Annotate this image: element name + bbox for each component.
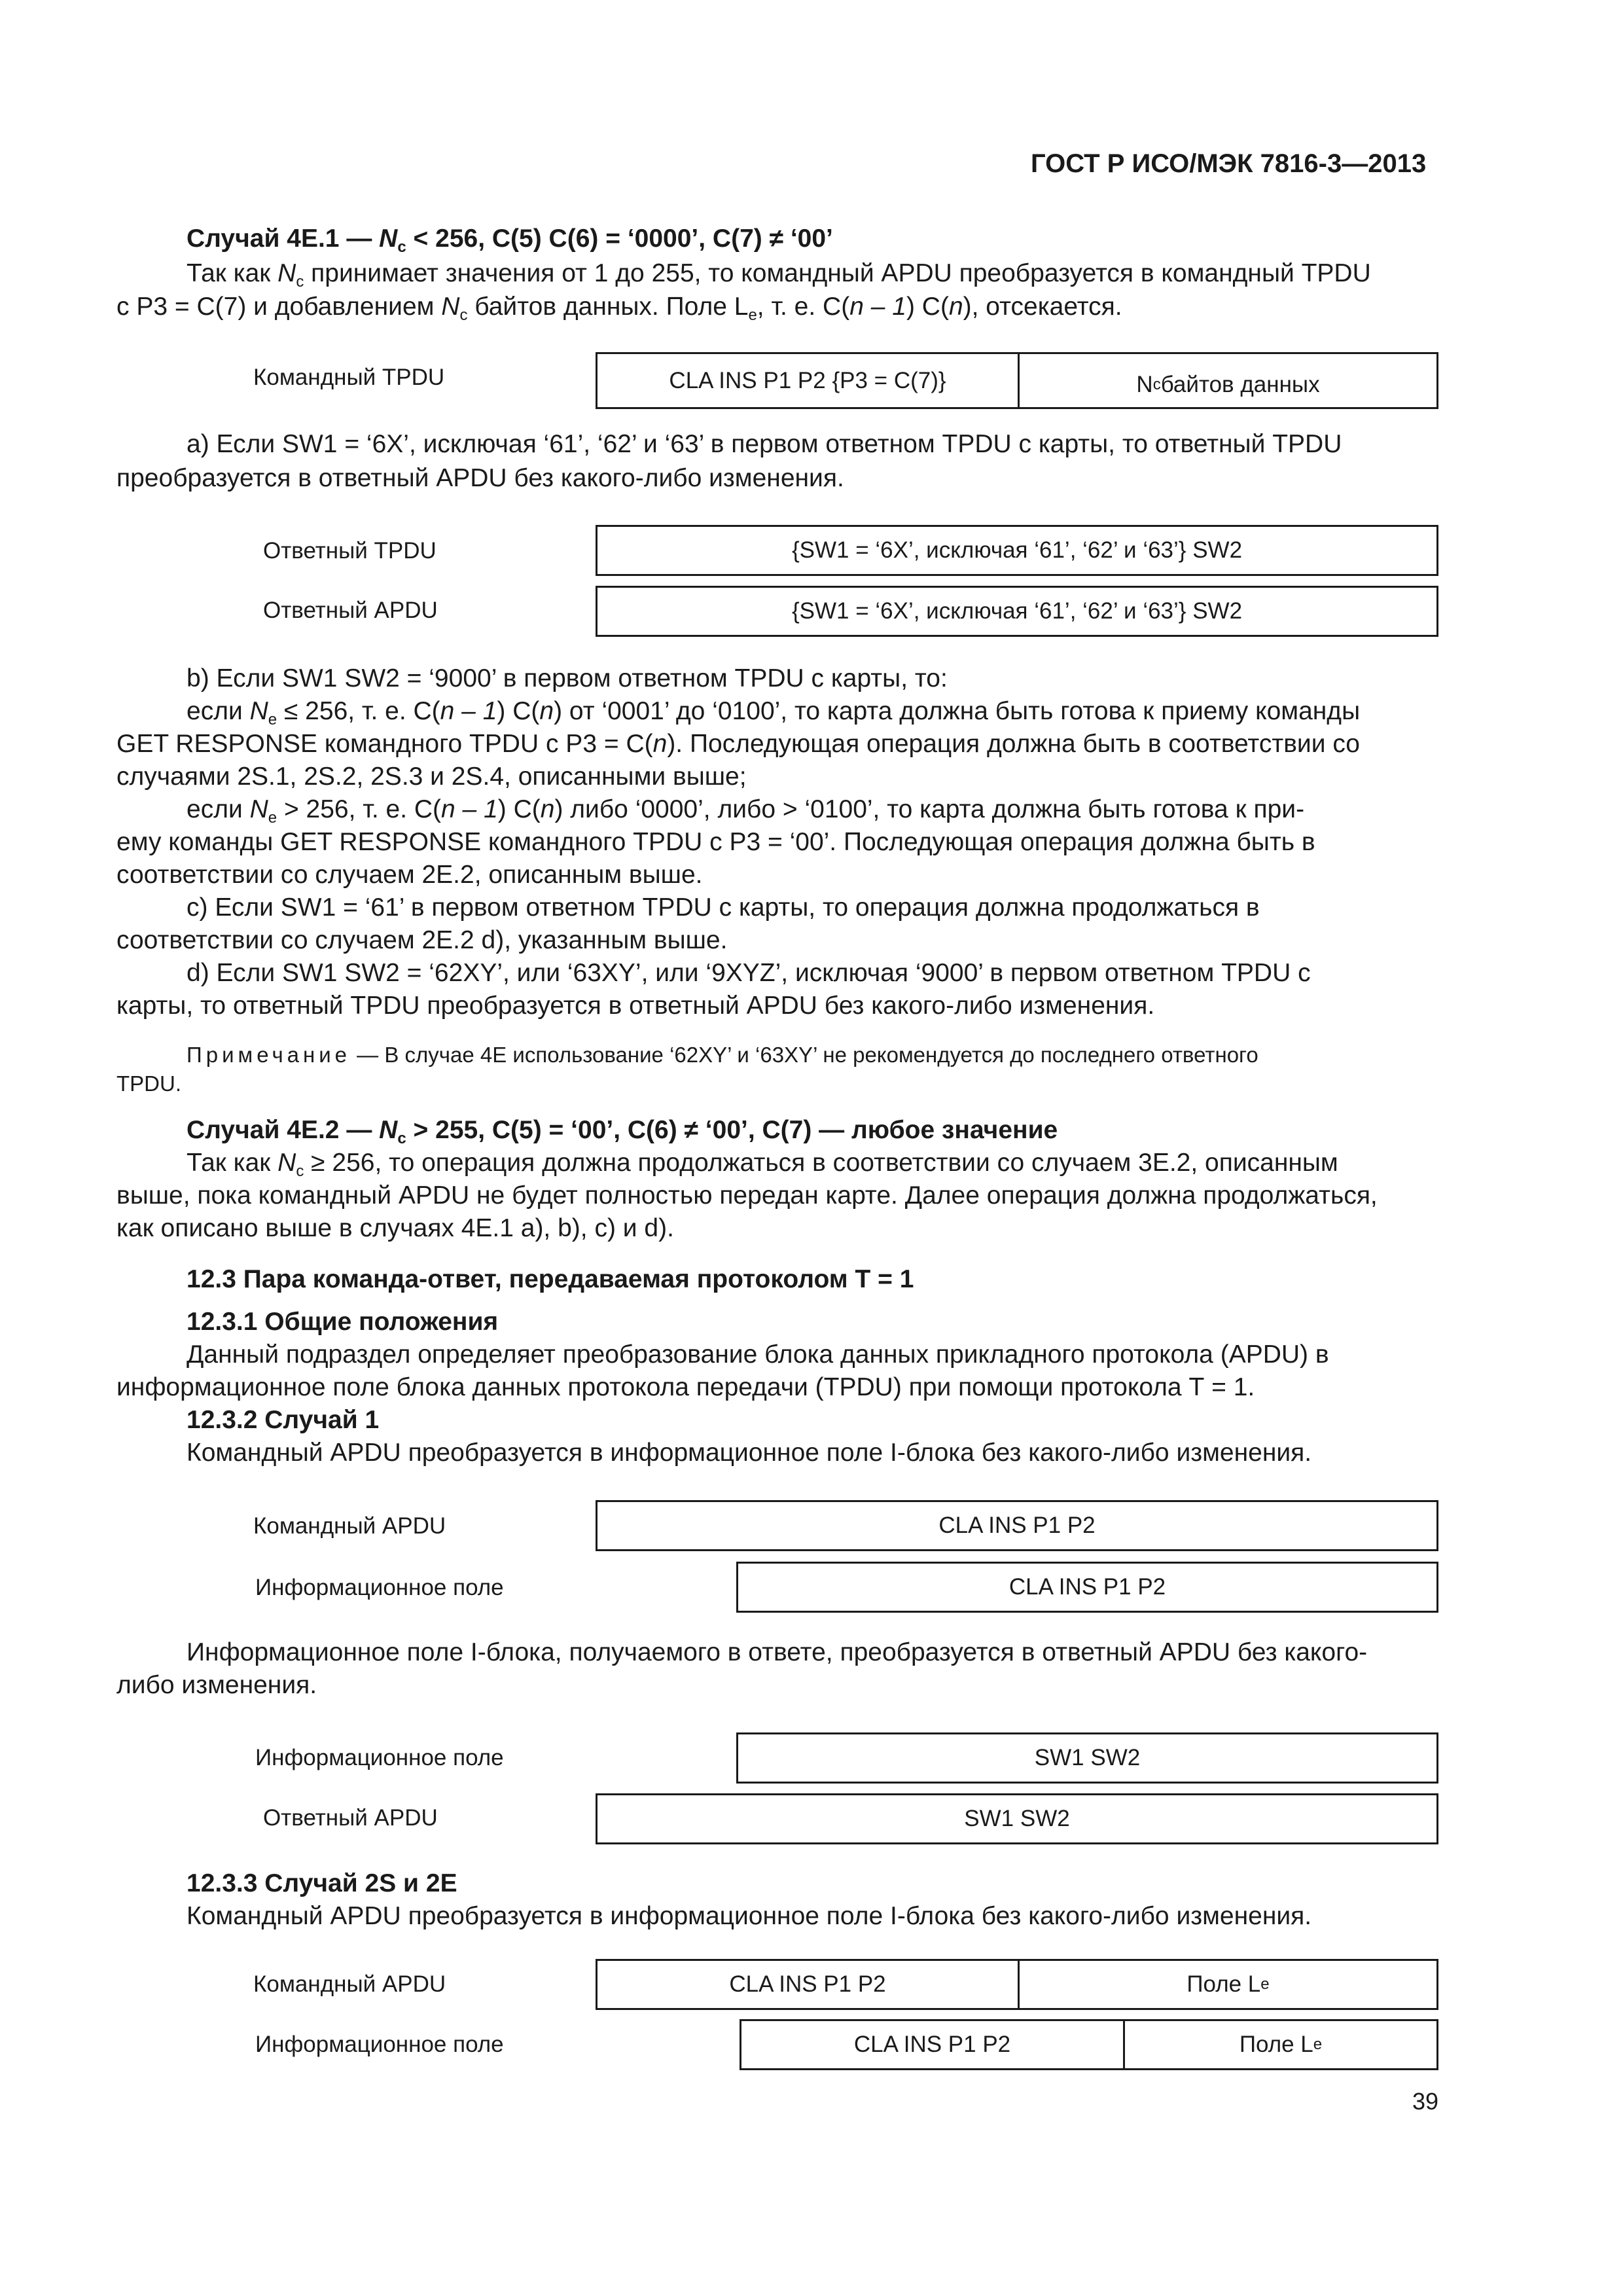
section-12-3-3-line1: Командный APDU преобразуется в информационное поле I-блока без какого-либо изменения.	[187, 1902, 1312, 1930]
section-12-3-heading: 12.3 Пара команда-ответ, передаваемая протоколом Т = 1	[187, 1265, 914, 1293]
info-field-sw-box: SW1 SW2	[736, 1732, 1438, 1784]
section-12-3-1-line2: информационное поле блока данных протокола передачи (TPDU) при помощи протокола Т = 1.	[116, 1373, 1255, 1401]
page-number: 39	[1412, 2088, 1439, 2115]
diagram4-label2: Ответный APDU	[263, 1805, 438, 1831]
section-12-3-1-heading: 12.3.1 Общие положения	[187, 1308, 499, 1336]
command-tpdu-box	[596, 352, 1438, 409]
item-b-line3: GET RESPONSE командного TPDU с Р3 = С(n). Последующая операция должна быть в соответствии со	[116, 730, 1360, 758]
section-12-3-1-line1: Данный подраздел определяет преобразование блока данных прикладного протокола (APDU) в	[187, 1340, 1329, 1369]
case-4e1-paragraph-line2: с Р3 = С(7) и добавлением $N_c$ байтов данных. Поле $L_e$, т. е. С(n – 1) С(n), отсекается.	[116, 293, 1122, 324]
command-apdu-header-cell: CLA INS P1 P2	[729, 1971, 886, 1997]
command-tpdu-data-cell: N c байтов данных	[1018, 354, 1436, 407]
command-apdu-le-cell: Поле L e	[1018, 1961, 1436, 2008]
response-apdu-sw-box: SW1 SW2	[596, 1793, 1438, 1844]
item-b-line2: если $N_e \le 256$, т. е. С(n – 1) С(n) от ‘0001’ до ‘0100’, то карта должна быть готова к приему команды	[187, 697, 1361, 728]
response-para-line1: Информационное поле I-блока, получаемого в ответе, преобразуется в ответный APDU без какого-	[187, 1638, 1368, 1666]
case-4e2-line3: как описано выше в случаях 4Е.1 а), b), с) и d).	[116, 1214, 674, 1242]
case-4e1-heading: Случай 4Е.1 — $N_c < 256$, С(5) С(6) = ‘0000’, С(7) ≠ ‘00’	[187, 224, 833, 256]
item-a-line1: а) Если SW1 = ‘6X’, исключая ‘61’, ‘62’ и ‘63’ в первом ответном TPDU с карты, то ответный TPDU	[187, 430, 1342, 458]
item-d-line1: d) Если SW1 SW2 = ‘62XY’, или ‘63XY’, или ‘9XYZ’, исключая ‘9000’ в первом ответном TPDU с	[187, 959, 1311, 987]
case-4e2-heading: Случай 4Е.2 — $N_c > 255$, С(5) = ‘00’, С(6) ≠ ‘00’, С(7) — любое значение	[187, 1116, 1058, 1147]
diagram3-label2: Информационное поле	[255, 1575, 504, 1600]
diagram5-label2: Информационное поле	[255, 2032, 504, 2057]
item-b-line5: если $N_e > 256$, т. е. С(n – 1) С(n) либо ‘0000’, либо > ‘0100’, то карта должна быть готова к при-	[187, 795, 1305, 827]
diagram1-label: Командный TPDU	[253, 365, 445, 390]
info-field-le-box	[740, 2019, 1438, 2070]
command-tpdu-header-cell: CLA INS P1 P2 {P3 = C(7)}	[669, 367, 946, 393]
diagram2-label2: Ответный APDU	[263, 598, 438, 623]
diagram3-label1: Командный APDU	[253, 1513, 446, 1539]
info-field-box: CLA INS P1 P2	[736, 1562, 1438, 1613]
note-line1: Примечание — В случае 4Е использование ‘62XY’ и ‘63XY’ не рекомендуется до последнего ответного	[187, 1043, 1258, 1067]
item-c-line2: соответствии со случаем 2Е.2 d), указанным выше.	[116, 926, 728, 954]
info-field-header-cell: CLA INS P1 P2	[853, 2032, 1011, 2057]
response-para-line2: либо изменения.	[116, 1671, 317, 1699]
item-d-line2: карты, то ответный TPDU преобразуется в ответный APDU без какого-либо изменения.	[116, 992, 1155, 1020]
info-field-le-cell: Поле L e	[1123, 2021, 1436, 2068]
item-b-line6: ему команды GET RESPONSE командного TPDU с Р3 = ‘00’. Последующая операция должна быть в	[116, 828, 1315, 856]
item-a-line2: преобразуется в ответный APDU без какого-либо изменения.	[116, 464, 844, 492]
diagram5-label1: Командный APDU	[253, 1971, 446, 1997]
case-4e2-line2: выше, пока командный APDU не будет полностью передан карте. Далее операция должна продолжаться,	[116, 1181, 1378, 1210]
section-12-3-3-heading: 12.3.3 Случай 2S и 2Е	[187, 1869, 457, 1897]
command-apdu-box: CLA INS P1 P2	[596, 1500, 1438, 1551]
case-4e2-line1: Так как $N_c \ge 256$, то операция должна продолжаться в соответствии со случаем 3Е.2, описанным	[187, 1149, 1338, 1180]
item-c-line1: с) Если SW1 = ‘61’ в первом ответном TPDU с карты, то операция должна продолжаться в	[187, 893, 1260, 922]
item-b-line1: b) Если SW1 SW2 = ‘9000’ в первом ответном TPDU с карты, то:	[187, 664, 948, 692]
case-4e1-paragraph-line1: Так как $N_c$ принимает значения от 1 до 255, то командный APDU преобразуется в командный TPDU	[187, 259, 1371, 291]
section-12-3-2-heading: 12.3.2 Случай 1	[187, 1406, 380, 1434]
diagram2-label1: Ответный TPDU	[263, 538, 437, 564]
diagram4-label1: Информационное поле	[255, 1745, 504, 1770]
document-header: ГОСТ Р ИСО/МЭК 7816-3—2013	[1031, 149, 1427, 178]
response-apdu-box: {SW1 = ‘6X’, исключая ‘61’, ‘62’ и ‘63’} SW2	[596, 586, 1438, 637]
item-b-line7: соответствии со случаем 2Е.2, описанным выше.	[116, 861, 703, 889]
section-12-3-2-line1: Командный APDU преобразуется в информационное поле I-блока без какого-либо изменения.	[187, 1439, 1312, 1467]
item-b-line4: случаями 2S.1, 2S.2, 2S.3 и 2S.4, описанными выше;	[116, 762, 747, 791]
note-line2: TPDU.	[116, 1071, 181, 1096]
command-apdu-le-box	[596, 1959, 1438, 2010]
response-tpdu-box: {SW1 = ‘6X’, исключая ‘61’, ‘62’ и ‘63’} SW2	[596, 525, 1438, 576]
